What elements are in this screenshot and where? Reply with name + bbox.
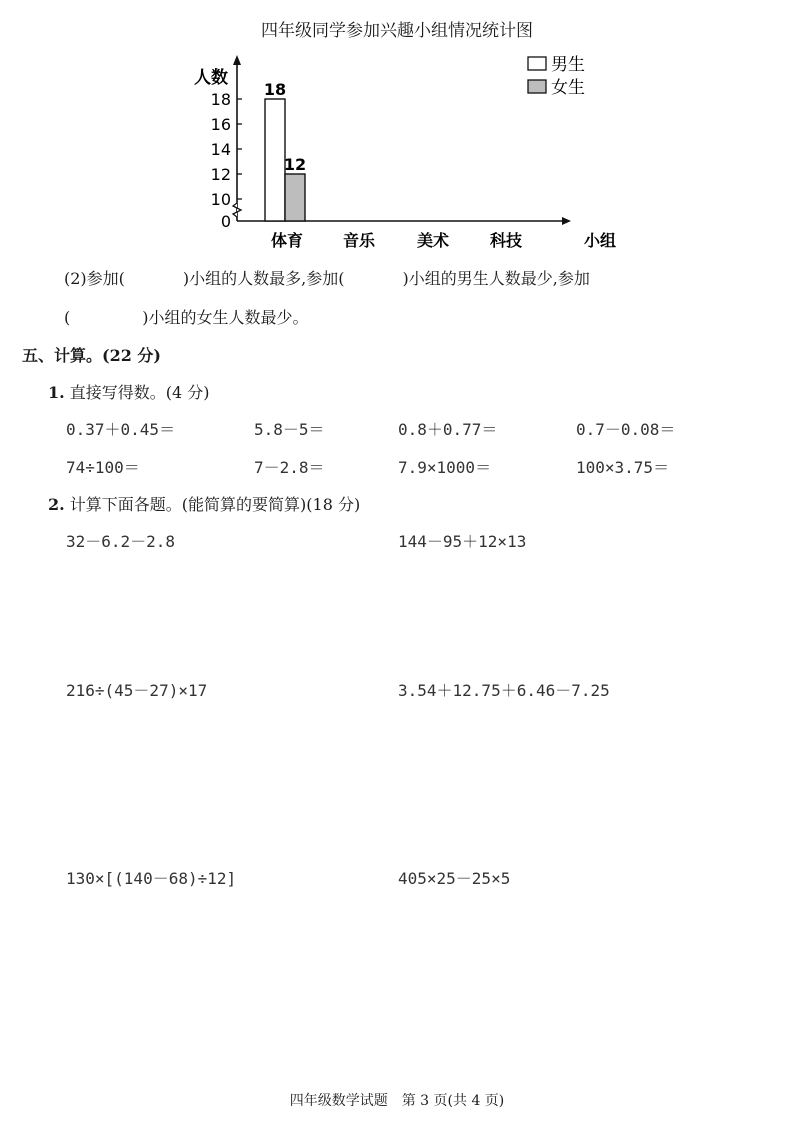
calc-problem-1: 32－6.2－2.8 [66,532,176,551]
direct-calc-4: 0.7－0.08＝ [576,420,676,439]
legend-label-1: 女生 [551,78,585,98]
calc-problem-3: 216÷(45－27)×17 [66,681,208,700]
x-category-label-0: 体育 [270,231,304,250]
x-axis-arrow [562,217,571,225]
direct-calc-1: 0.37＋0.45＝ [66,420,176,439]
y-axis-title: 人数 [194,68,228,88]
subsection-1-title: 1. 直接写得数。(4 分) [48,383,210,402]
direct-calc-3: 0.8＋0.77＝ [398,420,498,439]
x-category-label-2: 美术 [416,231,450,250]
calc-problem-2: 144－95＋12×13 [398,532,527,551]
y-tick-label-4: 16 [210,115,231,134]
y-axis-arrow [233,55,241,65]
bar-chart [190,55,617,255]
data-label-1-0: 12 [283,155,307,174]
legend-swatch-0 [528,57,546,70]
y-tick-label-5: 18 [210,90,231,109]
x-axis-title: 小组 [583,231,617,250]
section-5-title: 五、计算。(22 分) [22,346,161,365]
bar-0-0 [265,99,285,221]
y-tick-label-1: 10 [210,190,231,209]
y-tick-label-0: 0 [220,212,231,231]
calc-problem-5: 130×[(140－68)÷12] [66,869,237,888]
y-tick-label-3: 14 [210,140,231,159]
question-2-line-1: (2)参加( )小组的人数最多,参加( )小组的男生人数最少,参加 [64,269,590,288]
x-category-label-1: 音乐 [342,231,376,250]
direct-calc-2: 5.8－5＝ [254,420,325,439]
direct-calc-6: 7－2.8＝ [254,458,325,477]
page-footer: 四年级数学试题 第 3 页(共 4 页) [289,1093,505,1109]
legend-label-0: 男生 [551,55,585,75]
subsection-2-title: 2. 计算下面各题。(能简算的要简算)(18 分) [48,495,361,514]
direct-calc-5: 74÷100＝ [66,458,140,477]
chart-title: 四年级同学参加兴趣小组情况统计图 [261,21,533,41]
x-category-label-3: 科技 [489,231,523,250]
direct-calc-7: 7.9×1000＝ [398,458,492,477]
calc-problem-6: 405×25－25×5 [398,869,511,888]
axis-break-mark [233,203,241,217]
question-2-line-2: ( )小组的女生人数最少。 [64,308,309,327]
legend-swatch-1 [528,80,546,93]
bar-1-0 [285,174,305,221]
direct-calc-8: 100×3.75＝ [576,458,670,477]
data-label-0-0: 18 [263,80,287,99]
calc-problem-4: 3.54＋12.75＋6.46－7.25 [398,681,610,700]
y-tick-label-2: 12 [210,165,231,184]
